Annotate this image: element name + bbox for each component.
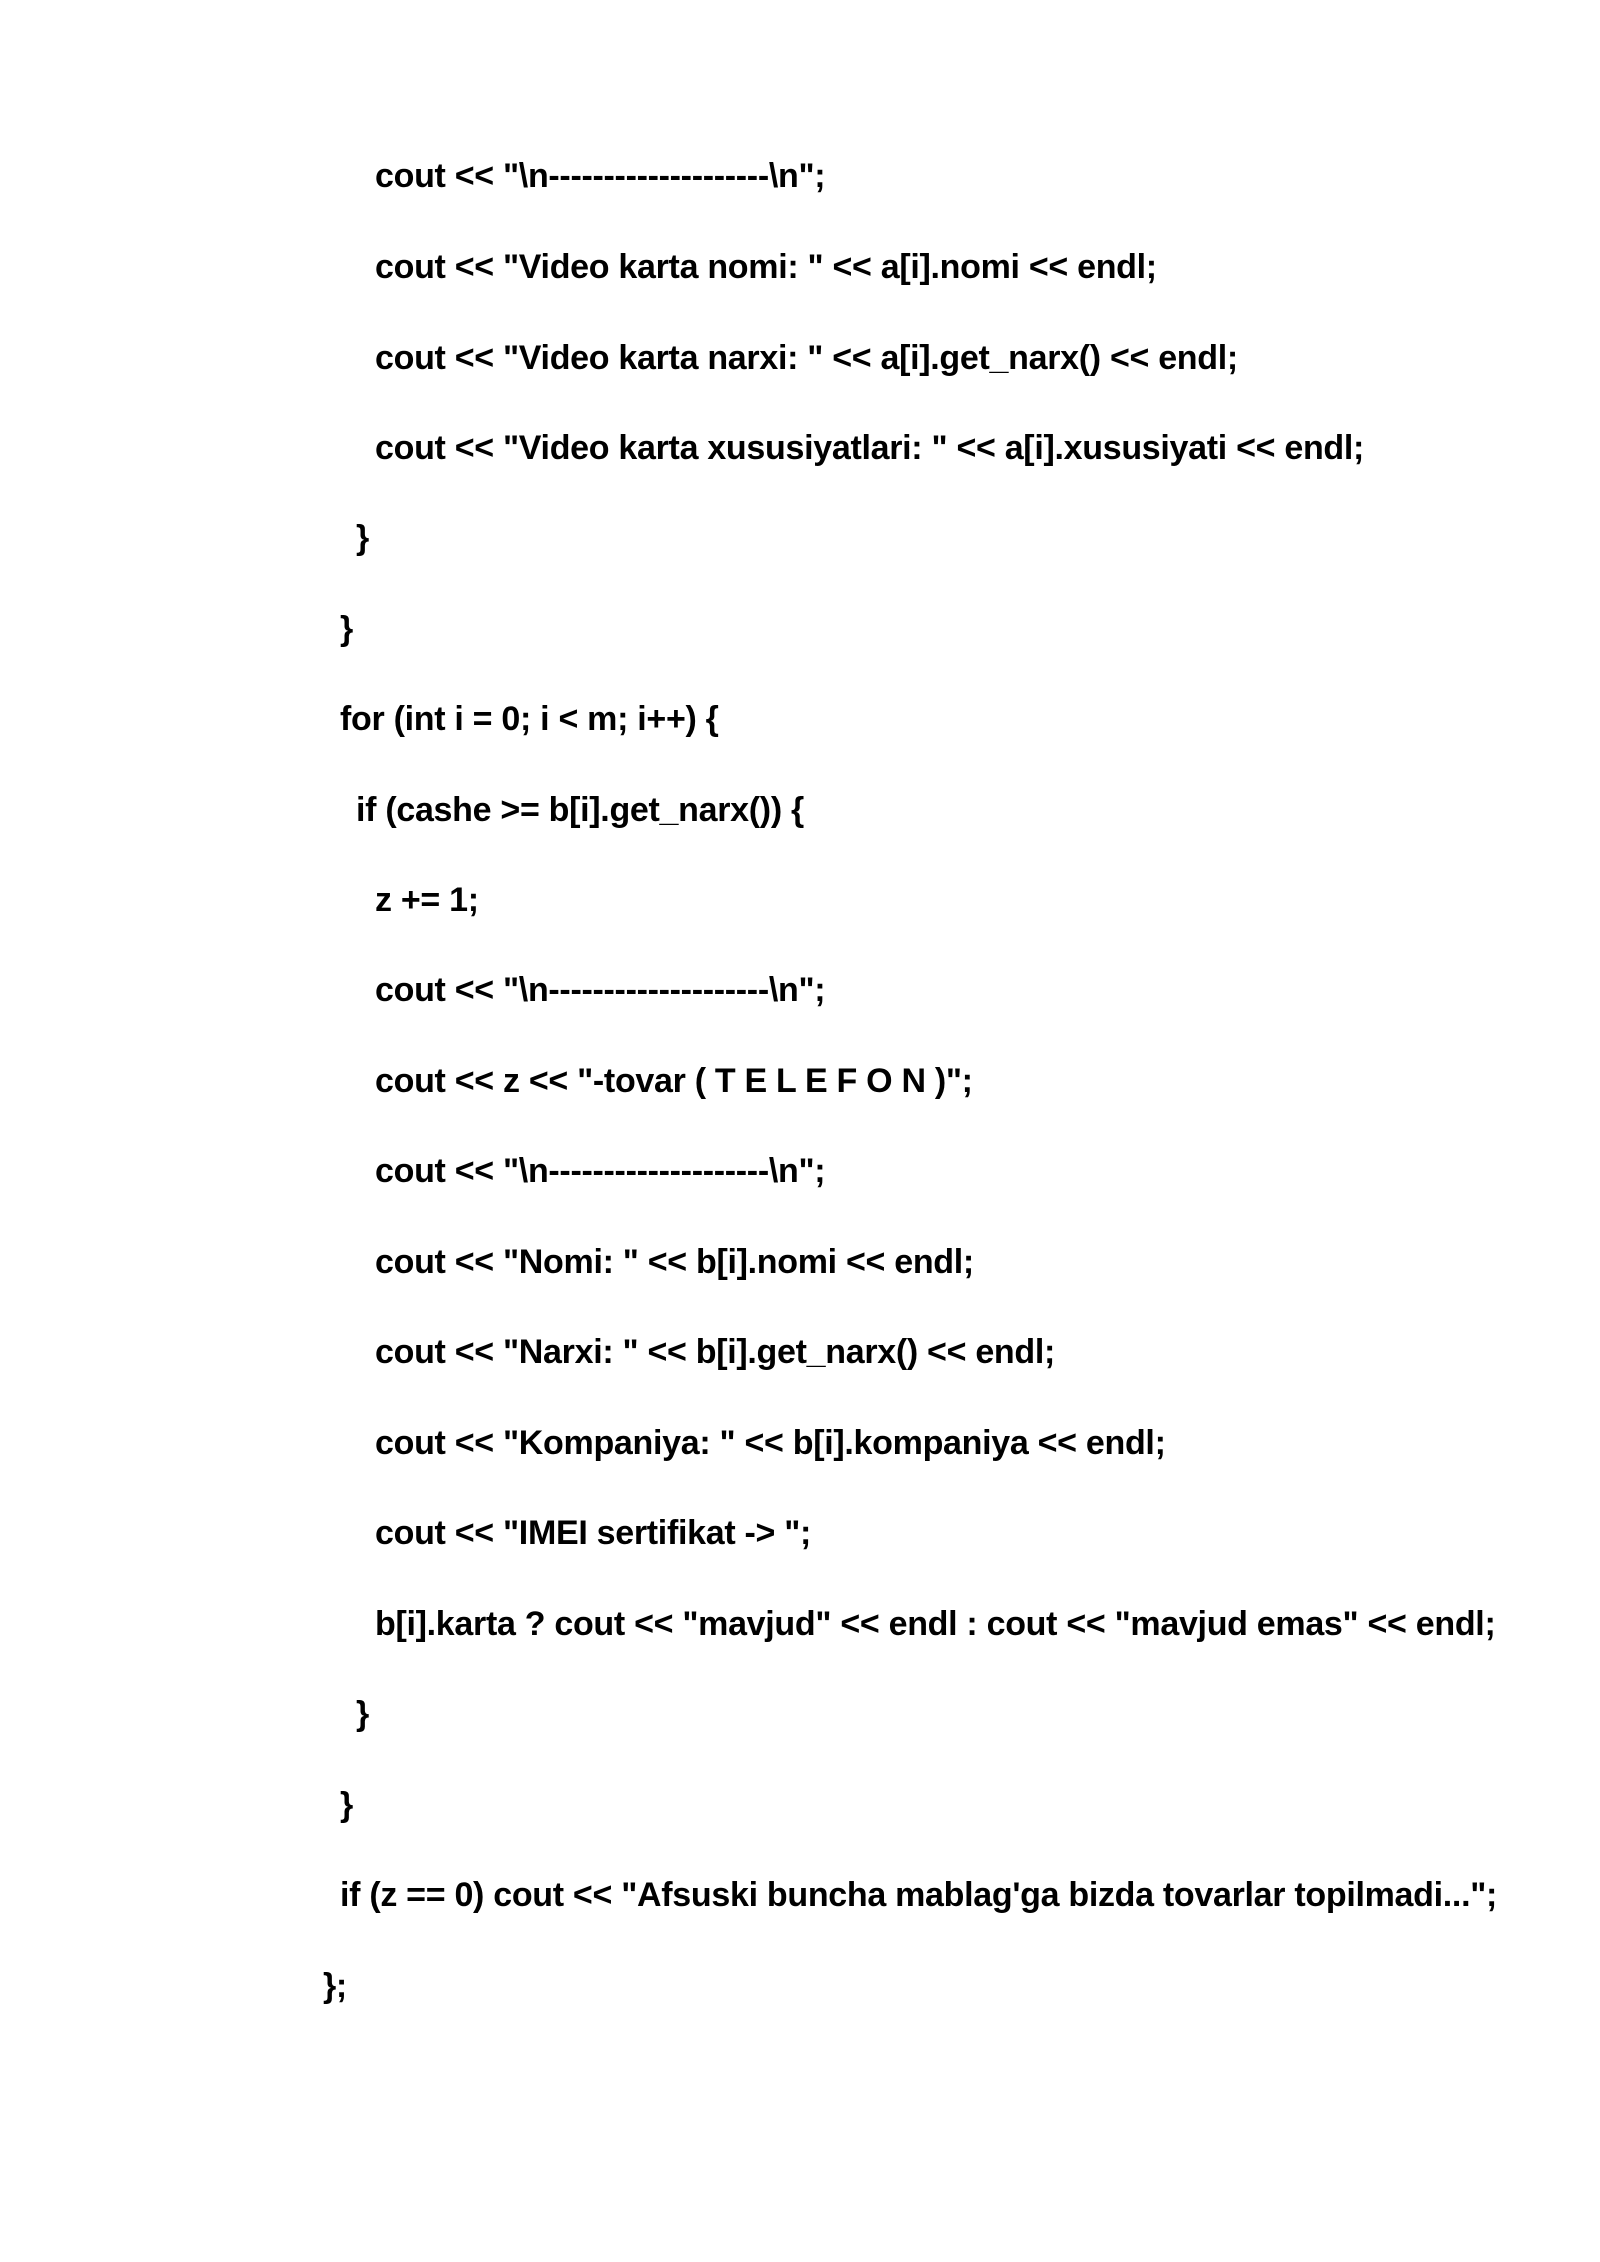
code-line: cout << "Video karta xususiyatlari: " << a[i].xususiyati << endl; [375, 429, 1365, 467]
code-line: for (int i = 0; i < m; i++) { [340, 700, 719, 738]
code-line: cout << "Video karta narxi: " << a[i].get_narx() << endl; [375, 339, 1238, 377]
code-line: if (cashe >= b[i].get_narx()) { [356, 791, 804, 829]
code-line: b[i].karta ? cout << "mavjud" << endl : cout << "mavjud emas" << endl; [375, 1605, 1496, 1643]
code-line: } [356, 519, 369, 557]
code-line: cout << "\n--------------------\n"; [375, 157, 826, 195]
code-line: cout << "IMEI sertifikat -> "; [375, 1514, 812, 1552]
code-line: cout << "\n--------------------\n"; [375, 971, 826, 1009]
code-line: cout << "\n--------------------\n"; [375, 1152, 826, 1190]
code-line: z += 1; [375, 881, 479, 919]
code-line: cout << "Video karta nomi: " << a[i].nomi << endl; [375, 248, 1157, 286]
code-line: cout << "Narxi: " << b[i].get_narx() << endl; [375, 1333, 1056, 1371]
code-line: cout << z << "-tovar ( T E L E F O N )"; [375, 1062, 973, 1100]
code-line: } [340, 610, 353, 648]
code-line: } [356, 1695, 369, 1733]
code-line: } [340, 1786, 353, 1824]
code-line: if (z == 0) cout << "Afsuski buncha mablag'ga bizda tovarlar topilmadi..."; [340, 1876, 1498, 1914]
code-line: cout << "Kompaniya: " << b[i].kompaniya << endl; [375, 1424, 1166, 1462]
code-line: cout << "Nomi: " << b[i].nomi << endl; [375, 1243, 974, 1281]
code-line: }; [323, 1967, 347, 2005]
